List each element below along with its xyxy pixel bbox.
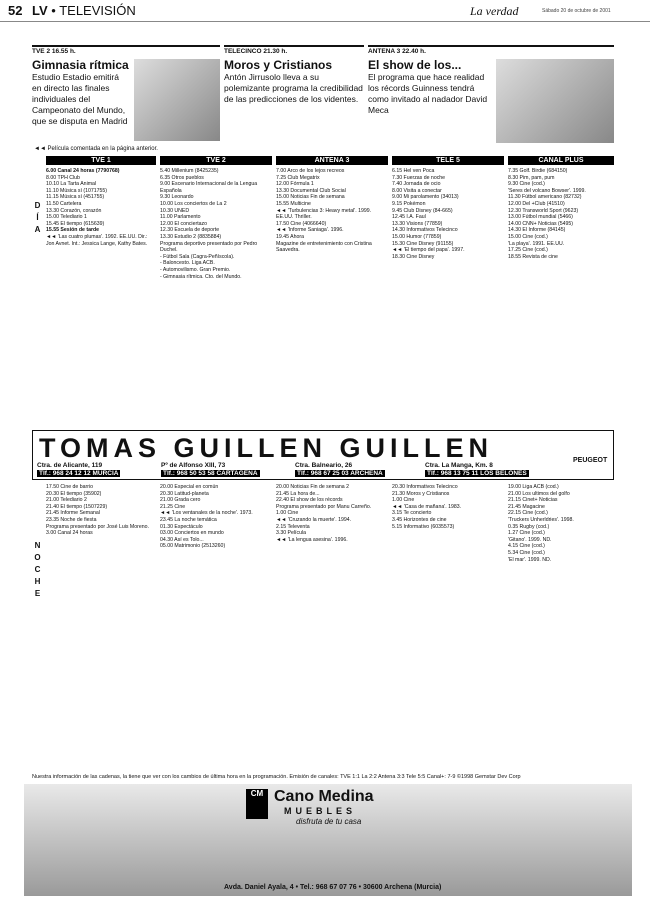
night-listing-antena3: 20.00 Noticias Fin de semana 2 21.45 La hora de... 22.40 El show de los récords Programa presentado por Manu Carreño. 1.00 Cine ◄◄ 'Cruzando la muerte'. 1994. 2.15 Televenta 3.30 Película ◄◄ 'La lengua asesina'. 1996.	[276, 484, 372, 543]
ad-address: Avda. Daniel Ayala, 4 • Tel.: 968 67 07 76 • 30600 Archena (Murcia)	[224, 884, 442, 891]
branch-phone: Tlf.: 968 24 12 12 MURCIA	[39, 470, 119, 477]
day-label: D Í A	[34, 201, 42, 234]
peugeot-logo: PEUGEOT	[573, 457, 608, 464]
feature-text: Antón Jirrusolo lleva a su polemizante programa la credibilidad de las predicciones de los videntes.	[224, 72, 363, 104]
feature-photo	[134, 59, 220, 141]
night-listing-tve1: 17.50 Cine de barrio 20.30 El tiempo (35902) 21.00 Telediario 2 21.40 El tiempo (1507229) 21.45 Informe Semanal 23.35 Noche de fiesta Programa presentado por José Luis Moreno. 3.00 Canal 24 horas	[46, 484, 149, 537]
masthead: La verdad	[470, 4, 519, 18]
ad-tagline: disfruta de tu casa	[296, 817, 362, 826]
day-listing-canalplus: 7.35 Golf. Birdie (684150) 8.30 Pim, pam, pum 9.30 Cine (cod.) 'Seres del volcano Bowser'. 1999. 11.30 Fútbol americano (82732) 12.00 Del +Club (41510) 12.30 Transworld Sport (9623) 13.00 Fútbol mundial (5466) 14.00 CNN+ Noticias (5495) 14.30 El Informe (84145) 15.00 Cine (cod.) 'La playa'. 1991. EE.UU. 17.25 Cine (cod.) 18.55 Revista de cine	[508, 168, 586, 260]
feature-photo	[496, 59, 614, 143]
feature-text: El programa que hace realidad los récords Guinness tendrá como invitado al nadador David Meca	[368, 72, 488, 115]
channel-header: ANTENA 3	[276, 156, 388, 165]
ad-brand: Cano Medina	[274, 788, 374, 805]
branch-phone: Tlf.: 968 50 53 58 CARTAGENA	[163, 470, 258, 477]
branch-address: Ctra. de Alicante, 119	[37, 462, 103, 469]
cano-medina-logo: CM	[246, 789, 268, 819]
channel-header: TELE 5	[392, 156, 504, 165]
feature-text: Estudio Estadio emitirá en directo las finales individuales del Campeonato del Mundo, que se disputa en Madrid	[32, 72, 128, 126]
page-number: 52	[8, 3, 23, 18]
dealer-name: TOMAS GUILLEN GUILLEN	[39, 433, 493, 463]
day-listing-tve1: 6.00 Canal 24 horas (7790768) 8.00 TPH Club 10.10 La Tarta Animal 11.10 Música sí (1071755) 11.15 Música sí (451755) 11.50 Cartelera 13.30 Corazón, corazón 15.00 Telediario 1 15.45 El tiempo (615639) 15.55 Sesión de tarde ◄◄ 'Las cuatro plumas'. 1992. EE.UU. Dir.: Jon Avnet. Int.: Jessica Lange, Kathy Bates.	[46, 168, 148, 247]
night-label: N O C H E	[34, 541, 42, 598]
feature-antena3: ANTENA 3 22.40 h. El show de los... El programa que hace realidad los récords Guinness tendrá como invitado al nadador David Meca	[368, 45, 614, 143]
ad-subtitle: MUEBLES	[284, 806, 357, 816]
night-listing-tele5: 20.30 Informativos Telecinco 21.30 Moros y Cristianos 1.00 Cine ◄◄ 'Casa de mañana'. 1983. 3.15 Te concierto 3.45 Horizontes de cine 5.15 Informativo (6035573)	[392, 484, 462, 530]
furniture-ad	[24, 784, 632, 896]
issue-date: Sábado 20 de octubre de 2001	[542, 8, 611, 14]
channel-header: CANAL PLUS	[508, 156, 614, 165]
feature-telecinco: TELECINCO 21.30 h. Moros y Cristianos Antón Jirrusolo lleva a su polemizante programa la credibilidad de las predicciones de los videntes.	[224, 45, 364, 143]
branch-address: Ctra. Balneario, 26	[295, 462, 353, 469]
dealer-ad	[32, 430, 614, 480]
night-listing-tve2: 20.00 Especial en común 20.30 Latitud-planeta 21.00 Grada cero 21.25 Cine ◄◄ 'Los ventanales de la noche'. 1973. 23.45 La noche temática 01.30 Espectáculo 03.00 Conciertos en mundo 04.30 Así es Tolo... 05.00 Matrimonio (2513260)	[160, 484, 253, 550]
day-listing-tele5: 6.15 Hel ven Poca 7.30 Fuerzas de noche 7.40 Jornada de ocio 8.00 Visita a conectar 9.00 Mi parolamento (34013) 9.15 Pokémon 9.45 Club Disney (84-665) 12.45 I.A. Faul 13.30 Visions (77859) 14.30 Informativos Telecinco 15.00 Humor (77859) 15.30 Cine Disney (91155) ◄◄ 'El tiempo del papa'. 1997. 18.30 Cine Disney	[392, 168, 465, 260]
channel-header: TVE 2	[160, 156, 272, 165]
day-listing-antena3: 7.00 Arco de los Iejos recreos 7.25 Club Megatrix 12.00 Fórmula 1 13.30 Documental Club Social 15.00 Noticias Fin de semana 15.55 Multicine ◄◄ 'Turbulencias 3: Heavy metal'. 1999. EE.UU. Thriller. 17.50 Cine (4066640) ◄◄ 'Informe Saniaga'. 1996. 19.45 Ahora Magazine de entretenimiento con Cristina Saavedra.	[276, 168, 372, 254]
feature-title: El show de los...	[368, 58, 462, 72]
channel-header: TVE 1	[46, 156, 156, 165]
branch-phone: Tlf.: 968 13 75 11 LOS BELONES	[427, 470, 527, 477]
feature-title: Moros y Cristianos	[224, 58, 333, 72]
footnote: Nuestra información de las cadenas, la tiene que ver con los cambios de última hora en la programación. Emisión de canales: TVE 1:1 La 2:2 Antena 3:3 Tele 5:5 Canal+: 7-9 ©1998 Gemstar Dev Corp	[32, 774, 521, 780]
day-listing-tve2: 5.40 Millenium (8425235) 6.35 Otros pueblos 9.00 Escenario Internacional de la Lengua Española 9.30 Leonardo 10.00 Los conciertos de La 2 10.30 UNED 11.00 Parlamento 12.00 El conciertazo 12.30 Escuela de deporte 13.30 Estudio 2 (8835884) Programa deportivo presentado por Pedro Duchel. - Fútbol Sala (Cagra-Peñíscola). - Baloncesto. Liga ACB. - Automovilismo. Gran Premio. - Gimnasia rítmica. Cto. del Mundo.	[160, 168, 258, 280]
branch-address: Ctra. La Manga, Km. 8	[425, 462, 493, 469]
feature-title: Gimnasia rítmica	[32, 58, 129, 72]
page-header	[0, 0, 650, 22]
feature-tve2: TVE 2 16.55 h. Gimnasia rítmica Estudio Estadio emitirá en directo las finales individuales del Campeonato del Mundo, que se disputa en Madrid	[32, 45, 220, 143]
film-note: ◄◄ Película comentada en la página anterior.	[34, 146, 158, 152]
section-title: LV • TELEVISIÓN	[32, 3, 136, 18]
branch-address: Pº de Alfonso XIII, 73	[161, 462, 226, 469]
branch-phone: Tlf.: 968 67 25 03 ARCHENA	[297, 470, 383, 477]
night-listing-canalplus: 19.00 Liga ACB (cod.) 21.00 Los ultimos del golfo 21.15 Cinet+ Noticias 21.45 Magacine 22.15 Cine (cod.) 'Truckers Unherldries'. 1998. 0.35 Rugby (cod.) 1.27 Cine (cod.) 'Gitano'. 1999. ND. 4.15 Cine (cod.) 5.34 Cine (cod.) 'El mar'. 1999. ND.	[508, 484, 574, 563]
